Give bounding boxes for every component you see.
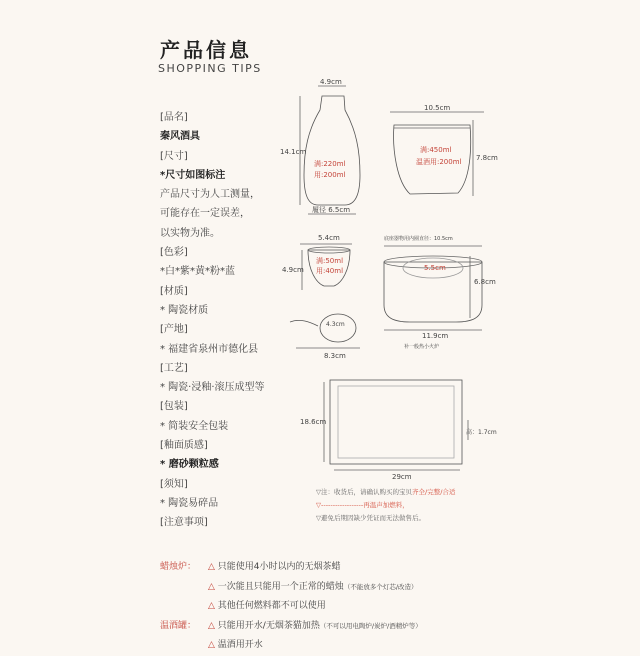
candle-warning-2-text: 一次能且只能用一个正常的蜡烛 xyxy=(217,581,344,592)
origin-label: [产地] xyxy=(160,324,188,336)
size-note-3: 以实物为准。 xyxy=(160,227,220,239)
warning-triangle-icon: △ xyxy=(208,562,215,572)
bottle-base-label: 履径 6.5cm xyxy=(312,206,351,214)
candle-warning-3 xyxy=(160,597,422,617)
candle-warning-2-note: （不能放多个灯芯/改造） xyxy=(343,582,418,591)
warm-warning-2 xyxy=(160,636,422,656)
notice-label: [须知] xyxy=(160,478,188,490)
tray-inner xyxy=(338,386,454,458)
material-value: * 陶瓷材质 xyxy=(160,304,209,316)
tray-drawing xyxy=(324,380,468,470)
warmer-width-label: 11.9cm xyxy=(422,332,449,340)
size-value: *尺寸如图标注 xyxy=(160,169,226,181)
size-note-1: 产品尺寸为人工测量， xyxy=(160,189,260,201)
bowl-width-label: 10.5cm xyxy=(424,104,451,112)
pitcher-handle xyxy=(290,320,318,326)
bowl-cap-full: 满:450ml xyxy=(420,146,452,154)
cup-cap-use: 用:40ml xyxy=(316,267,344,275)
bottle-drawing xyxy=(300,86,360,214)
cup-height-label: 4.9cm xyxy=(282,266,304,274)
warmer-inner-label: 5.5cm xyxy=(424,264,446,272)
package-label: [包装] xyxy=(160,401,188,413)
warning-triangle-icon: △ xyxy=(208,581,215,592)
warm-label: 温酒罐： xyxy=(160,620,197,631)
warmer-height-label: 6.8cm xyxy=(474,278,496,286)
color-value: *白*紫*黄*粉*蓝 xyxy=(160,266,235,278)
warmer-top-note: 底座器物用内圈直径：10.5cm xyxy=(384,236,453,242)
pitcher-body xyxy=(320,314,356,342)
craft-label: [工艺] xyxy=(160,362,188,374)
notice-value: * 陶瓷易碎品 xyxy=(160,497,219,509)
package-value: * 简装安全包装 xyxy=(160,420,229,432)
glaze-value: * 磨砂颗粒感 xyxy=(160,459,219,471)
pitcher-dia-label: 4.3cm xyxy=(326,321,345,328)
bottle-height-label: 14.1cm xyxy=(280,148,307,156)
bottle-cap-full: 满:220ml xyxy=(314,160,346,168)
name-label: [品名] xyxy=(160,112,188,123)
bottle-outline xyxy=(304,96,360,205)
candle-warning-2 xyxy=(160,578,422,598)
note-line-1 xyxy=(316,486,455,499)
candle-warning-1 xyxy=(160,558,422,578)
bowl-cap-use: 温酒用:200ml xyxy=(416,158,462,166)
bowl-height-label: 7.8cm xyxy=(476,154,498,162)
color-label: [色彩] xyxy=(160,247,188,259)
warm-warning-1-note: （不可以用电陶炉/炭炉/酒精炉等） xyxy=(319,621,422,630)
size-note-2: 可能存在一定误差， xyxy=(160,208,250,220)
cup-width-label: 5.4cm xyxy=(318,234,340,242)
page-title: 产品信息 xyxy=(160,38,252,62)
origin-value: * 福建省泉州市德化县 xyxy=(160,343,259,355)
glaze-label: [釉面质感] xyxy=(160,440,208,452)
name-value: 秦风酒具 xyxy=(160,131,200,143)
tray-width-label: 29cm xyxy=(392,473,412,481)
tray-height-label: 18.6cm xyxy=(300,418,327,426)
after-sale-notes xyxy=(316,486,455,525)
candle-warning-3-text: 其他任何燃料都不可以使用 xyxy=(217,601,326,611)
tray-outline xyxy=(330,380,462,464)
page-subtitle: SHOPPING TIPS xyxy=(158,62,262,75)
craft-value: * 陶瓷·浸釉·滚压成型等 xyxy=(160,382,265,394)
warning-triangle-icon: △ xyxy=(208,640,215,650)
warm-warning-1 xyxy=(160,617,422,637)
warmer-drawing xyxy=(384,246,482,330)
warning-triangle-icon: △ xyxy=(208,620,215,631)
warm-warning-1-text: 只能用开水/无烟茶猫加热 xyxy=(217,620,320,631)
bottle-cap-use: 用:200ml xyxy=(314,171,346,179)
bottle-width-label: 4.9cm xyxy=(320,78,342,86)
candle-label: 蜡烛炉： xyxy=(160,562,197,572)
note-line-2: ▽------------------再温声加燃料， xyxy=(316,501,409,509)
note-line-1-prefix: ▽注：收货后，请确认购买的宝贝 xyxy=(316,488,412,496)
bowl-drawing xyxy=(390,112,484,196)
candle-warning-1-text: 只能使用4小时以内的无烟茶蜡 xyxy=(217,562,341,572)
warm-warning-2-text: 温酒用开水 xyxy=(217,640,263,650)
warmer-candle-note: 补一般热小火炉 xyxy=(404,344,440,350)
pitcher-length-label: 8.3cm xyxy=(324,352,346,360)
warning-triangle-icon: △ xyxy=(208,601,215,611)
pitcher-drawing xyxy=(290,314,360,348)
tray-depth-label: 高：1.7cm xyxy=(466,429,497,436)
caution-label: [注意事项] xyxy=(160,517,208,529)
note-line-1-highlight: 齐全/完整/合适 xyxy=(412,488,456,496)
size-label: [尺寸] xyxy=(160,150,188,162)
note-line-3: ▽避免后期因缺少凭证而无法做售后。 xyxy=(316,514,425,522)
material-label: [材质] xyxy=(160,285,188,297)
cup-cap-full: 满:50ml xyxy=(316,257,344,265)
usage-warnings xyxy=(160,558,422,656)
